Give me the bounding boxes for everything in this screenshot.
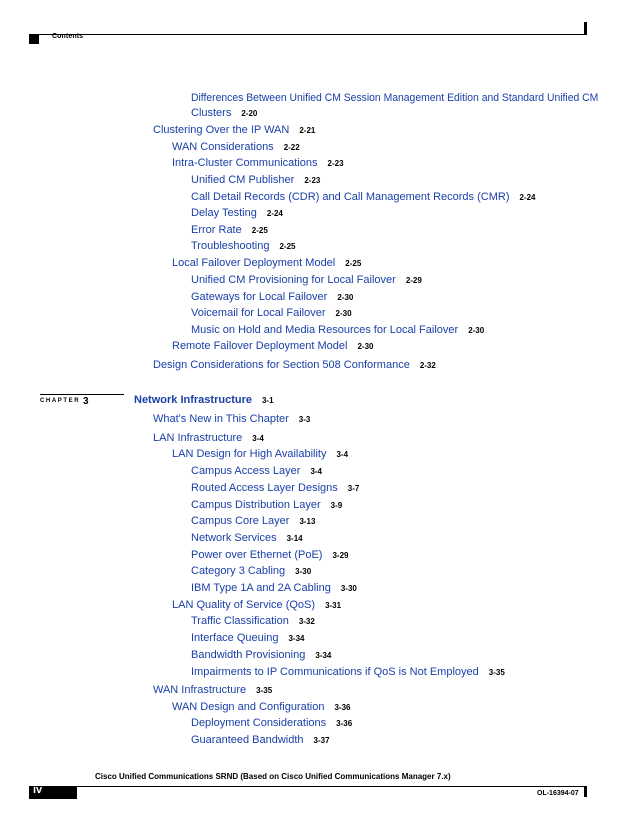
- toc-entry[interactable]: [191, 532, 303, 545]
- toc-entry-title: Intra-Cluster Communications: [172, 157, 318, 169]
- toc-entry-title: Campus Core Layer: [191, 515, 290, 527]
- footer-doc-number: OL-16394-07: [537, 790, 579, 797]
- toc-entry[interactable]: [191, 307, 352, 320]
- toc-entry[interactable]: [172, 599, 341, 612]
- toc-entry[interactable]: [191, 465, 322, 478]
- toc-entry-page: 3-34: [288, 634, 305, 643]
- toc-entry-title: Interface Queuing: [191, 632, 279, 644]
- toc-entry-page: 3-37: [313, 736, 330, 745]
- toc-entry[interactable]: [153, 124, 315, 137]
- toc-entry[interactable]: [191, 92, 598, 105]
- toc-entry-title: Traffic Classification: [191, 615, 289, 627]
- toc-entry-page: 3-13: [299, 517, 316, 526]
- toc-entry[interactable]: [191, 107, 257, 120]
- toc-entry-page: 2-29: [405, 276, 422, 285]
- toc-entry-title: Guaranteed Bandwidth: [191, 734, 304, 746]
- toc-entry-title: Differences Between Unified CM Session Management Edition and Standard Unified CM: [191, 92, 599, 104]
- toc-entry[interactable]: [191, 734, 330, 747]
- chapter-label: CHAPTER: [40, 398, 81, 404]
- toc-entry-page: 3-4: [310, 467, 322, 476]
- footer-page-number: iv: [33, 784, 43, 796]
- chapter-title-link[interactable]: [134, 394, 274, 406]
- toc-entry[interactable]: [191, 717, 352, 730]
- toc-entry[interactable]: [153, 684, 272, 697]
- toc-entry-title: Local Failover Deployment Model: [172, 257, 336, 269]
- toc-entry-page: 3-34: [315, 651, 332, 660]
- toc-entry-title: Error Rate: [191, 224, 242, 236]
- toc-entry-title: Clustering Over the IP WAN: [153, 124, 290, 136]
- toc-entry[interactable]: [191, 324, 484, 337]
- header-rule: [29, 34, 587, 35]
- toc-entry[interactable]: [172, 257, 361, 270]
- toc-entry[interactable]: [191, 515, 315, 528]
- toc-entry[interactable]: [172, 448, 348, 461]
- toc-entry-title: Routed Access Layer Designs: [191, 482, 338, 494]
- toc-entry-page: 2-23: [327, 159, 344, 168]
- toc-entry[interactable]: [153, 413, 310, 426]
- toc-entry-title: Category 3 Cabling: [191, 565, 286, 577]
- toc-entry-page: 2-22: [283, 143, 300, 152]
- toc-entry-page: 2-30: [357, 342, 374, 351]
- toc-entry-page: 2-25: [279, 242, 296, 251]
- toc-entry-page: 3-7: [347, 484, 360, 493]
- toc-entry[interactable]: [153, 359, 436, 372]
- toc-entry[interactable]: [191, 174, 320, 187]
- toc-entry[interactable]: [191, 291, 353, 304]
- toc-entry-page: 3-36: [334, 703, 351, 712]
- toc-entry[interactable]: [153, 432, 264, 445]
- toc-entry[interactable]: [191, 565, 311, 578]
- toc-entry[interactable]: [191, 482, 359, 495]
- toc-entry-title: Impairments to IP Communications if QoS is Not Employed: [191, 666, 479, 678]
- toc-entry[interactable]: [191, 207, 283, 220]
- toc-entry-title: Delay Testing: [191, 207, 257, 219]
- toc-entry[interactable]: [191, 666, 505, 679]
- toc-entry-title: What's New in This Chapter: [153, 413, 289, 425]
- toc-entry[interactable]: [191, 499, 342, 512]
- toc-entry-page: 2-24: [519, 193, 536, 202]
- toc-entry-page: 3-3: [298, 415, 311, 424]
- toc-entry-page: 3-31: [325, 601, 342, 610]
- toc-entry-title: Gateways for Local Failover: [191, 291, 328, 303]
- toc-entry-title: Clusters: [191, 107, 232, 119]
- toc-entry-page: 2-30: [468, 326, 485, 335]
- toc-entry-title: Power over Ethernet (PoE): [191, 549, 323, 561]
- toc-entry-title: Remote Failover Deployment Model: [172, 340, 348, 352]
- toc-entry-page: 3-35: [256, 686, 273, 695]
- toc-entry-title: IBM Type 1A and 2A Cabling: [191, 582, 331, 594]
- toc-entry-title: Campus Distribution Layer: [191, 499, 321, 511]
- toc-entry-title: Unified CM Publisher: [191, 174, 295, 186]
- toc-entry-page: 3-30: [295, 567, 312, 576]
- toc-entry[interactable]: [172, 141, 300, 154]
- chapter-title: Network Infrastructure: [134, 394, 252, 406]
- toc-entry-page: 3-36: [336, 719, 353, 728]
- toc-entry-page: 2-24: [266, 209, 283, 218]
- toc-entry-page: 3-30: [340, 584, 357, 593]
- toc-entry-page: 2-25: [345, 259, 362, 268]
- toc-entry-page: 2-25: [251, 226, 268, 235]
- running-header: Contents: [52, 33, 84, 40]
- toc-entry-title: Campus Access Layer: [191, 465, 301, 477]
- chapter-number: 3: [83, 396, 89, 407]
- toc-entry-title: WAN Considerations: [172, 141, 274, 153]
- toc-entry-page: 2-30: [337, 293, 354, 302]
- chapter-page: 3-1: [261, 396, 274, 405]
- toc-entry-title: LAN Design for High Availability: [172, 448, 327, 460]
- toc-entry-page: 3-35: [488, 668, 505, 677]
- toc-entry-title: Deployment Considerations: [191, 717, 327, 729]
- footer-corner-mark: [584, 787, 587, 797]
- toc-entry-page: 3-9: [330, 501, 343, 510]
- footer-rule: [29, 786, 587, 787]
- toc-entry-page: 3-4: [252, 434, 264, 443]
- toc-entry-title: Voicemail for Local Failover: [191, 307, 326, 319]
- toc-entry-title: WAN Infrastructure: [153, 684, 247, 696]
- toc-entry[interactable]: [191, 191, 536, 204]
- toc-entry[interactable]: [191, 240, 296, 253]
- toc-entry[interactable]: [191, 615, 315, 628]
- toc-entry-title: LAN Infrastructure: [153, 432, 243, 444]
- toc-entry-title: Music on Hold and Media Resources for Local Failover: [191, 324, 459, 336]
- toc-entry-title: Troubleshooting: [191, 240, 270, 252]
- chapter-rule: [40, 394, 124, 395]
- toc-entry-page: 3-29: [332, 551, 349, 560]
- toc-entry-page: 2-32: [419, 361, 436, 370]
- toc-entry-page: 2-21: [299, 126, 316, 135]
- toc-entry-title: Design Considerations for Section 508 Conformance: [153, 359, 410, 371]
- toc-entry-title: Unified CM Provisioning for Local Failover: [191, 274, 396, 286]
- toc-entry-title: Network Services: [191, 532, 277, 544]
- header-marker: [29, 34, 39, 44]
- toc-entry-page: 2-23: [304, 176, 321, 185]
- toc-entry-page: 2-30: [335, 309, 352, 318]
- toc-entry-page: 3-4: [336, 450, 349, 459]
- toc-entry-page: 3-14: [286, 534, 303, 543]
- toc-entry[interactable]: [191, 224, 268, 237]
- toc-entry[interactable]: [191, 582, 357, 595]
- toc-entry[interactable]: [191, 274, 422, 287]
- toc-entry[interactable]: [191, 549, 348, 562]
- toc-entry-title: LAN Quality of Service (QoS): [172, 599, 316, 611]
- toc-entry[interactable]: [191, 649, 331, 662]
- toc-entry[interactable]: [172, 340, 373, 353]
- toc-entry-page: 3-32: [298, 617, 315, 626]
- toc-entry-title: WAN Design and Configuration: [172, 701, 325, 713]
- toc-entry[interactable]: [172, 701, 350, 714]
- toc-entry-title: Call Detail Records (CDR) and Call Management Records (CMR): [191, 191, 510, 203]
- toc-entry[interactable]: [191, 632, 304, 645]
- footer-book-title: Cisco Unified Communications SRND (Based on Cisco Unified Communications Manager 7.x): [95, 772, 451, 781]
- toc-entry-title: Bandwidth Provisioning: [191, 649, 306, 661]
- toc-entry-page: 2-20: [241, 109, 258, 118]
- toc-entry[interactable]: [172, 157, 344, 170]
